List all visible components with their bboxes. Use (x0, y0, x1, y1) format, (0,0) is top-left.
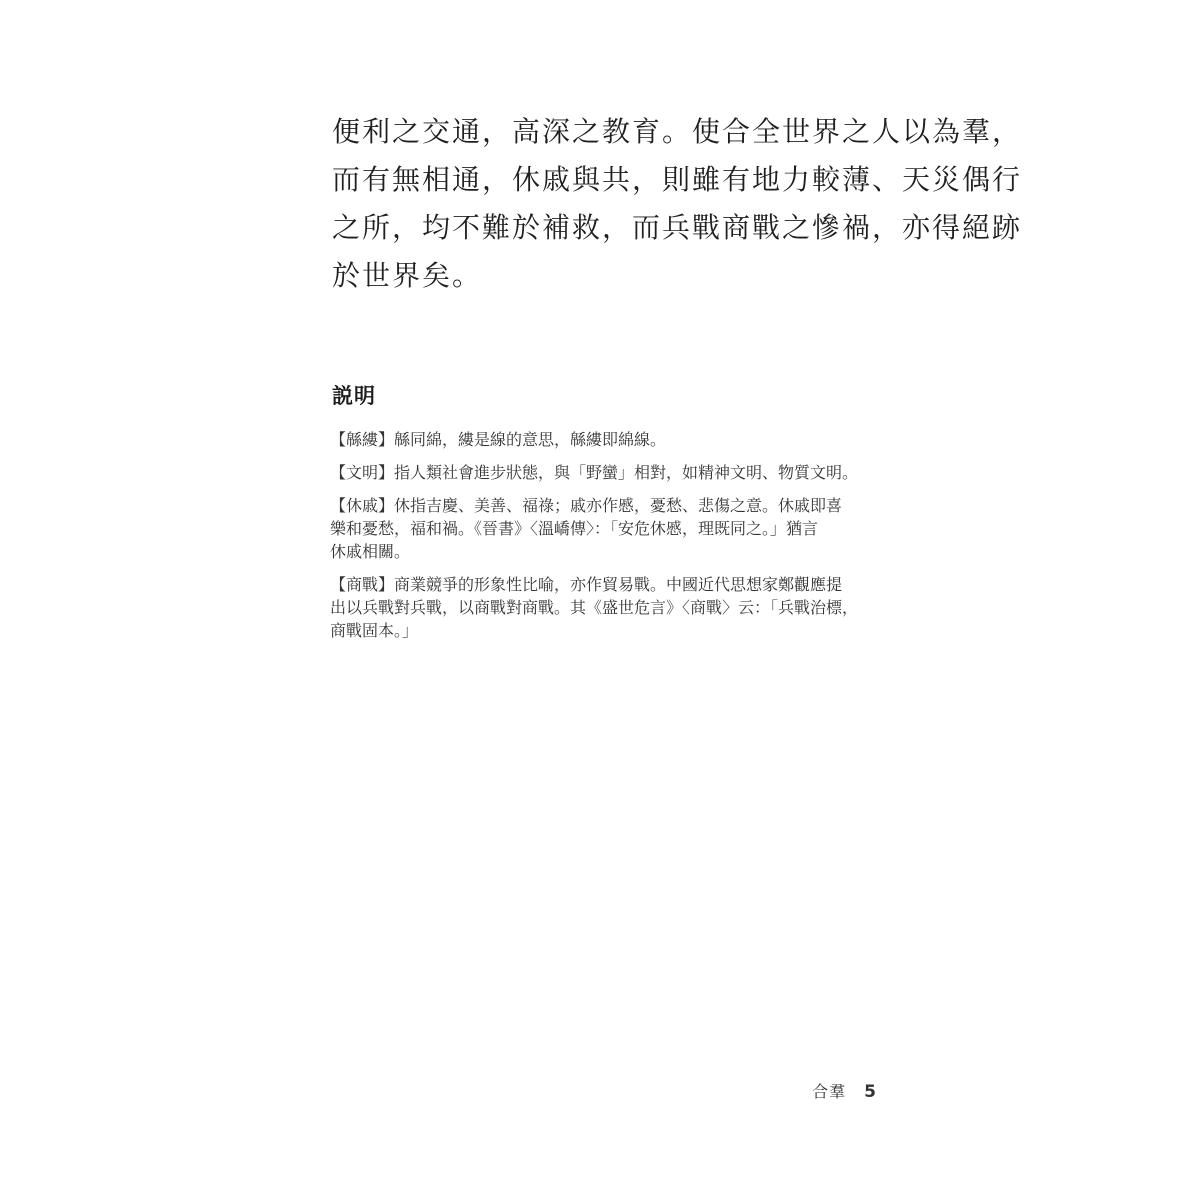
note-wenming (330, 461, 890, 484)
main-text-line: 之所，均不難於補救，而兵戰商戰之慘禍，亦得絕跡 (332, 211, 1023, 244)
notes-list (330, 428, 890, 652)
note-line: 【商戰】商業競爭的形象性比喻，亦作貿易戰。中國近代思想家鄭觀應提 (330, 575, 843, 594)
note-line: 出以兵戰對兵戰，以商戰對商戰。其《盛世危言》〈商戰〉云：「兵戰治標， (330, 598, 859, 617)
note-line: 商戰固本。」 (330, 621, 419, 640)
note-mianlv (330, 428, 890, 451)
note-line: 休戚相關。 (330, 542, 411, 561)
main-text (332, 108, 1023, 300)
note-line: 【休戚】休指吉慶、美善、福祿；戚亦作慼，憂愁、悲傷之意。休戚即喜 (330, 496, 843, 515)
note-line: 【緜縷】緜同綿，縷是線的意思，緜縷即綿線。 (330, 430, 667, 449)
page-footer (812, 1079, 876, 1102)
main-text-line: 便利之交通，高深之教育。使合全世界之人以為羣， (332, 115, 1023, 148)
running-head: 合羣 (812, 1082, 847, 1101)
main-text-line: 而有無相通，休戚與共，則雖有地力較薄、天災偶行 (332, 163, 1023, 196)
note-xiuqi (330, 494, 890, 563)
notes-heading: 説明 (332, 384, 376, 408)
note-line: 【文明】指人類社會進步狀態，與「野蠻」相對，如精神文明、物質文明。 (330, 463, 859, 482)
note-line: 樂和憂愁，福和禍。《晉書》〈溫嶠傳〉：「安危休慼，理既同之。」猶言 (330, 519, 819, 538)
page-number: 5 (864, 1082, 876, 1102)
main-text-line: 於世界矣。 (332, 259, 483, 292)
note-shangzhan (330, 573, 890, 642)
